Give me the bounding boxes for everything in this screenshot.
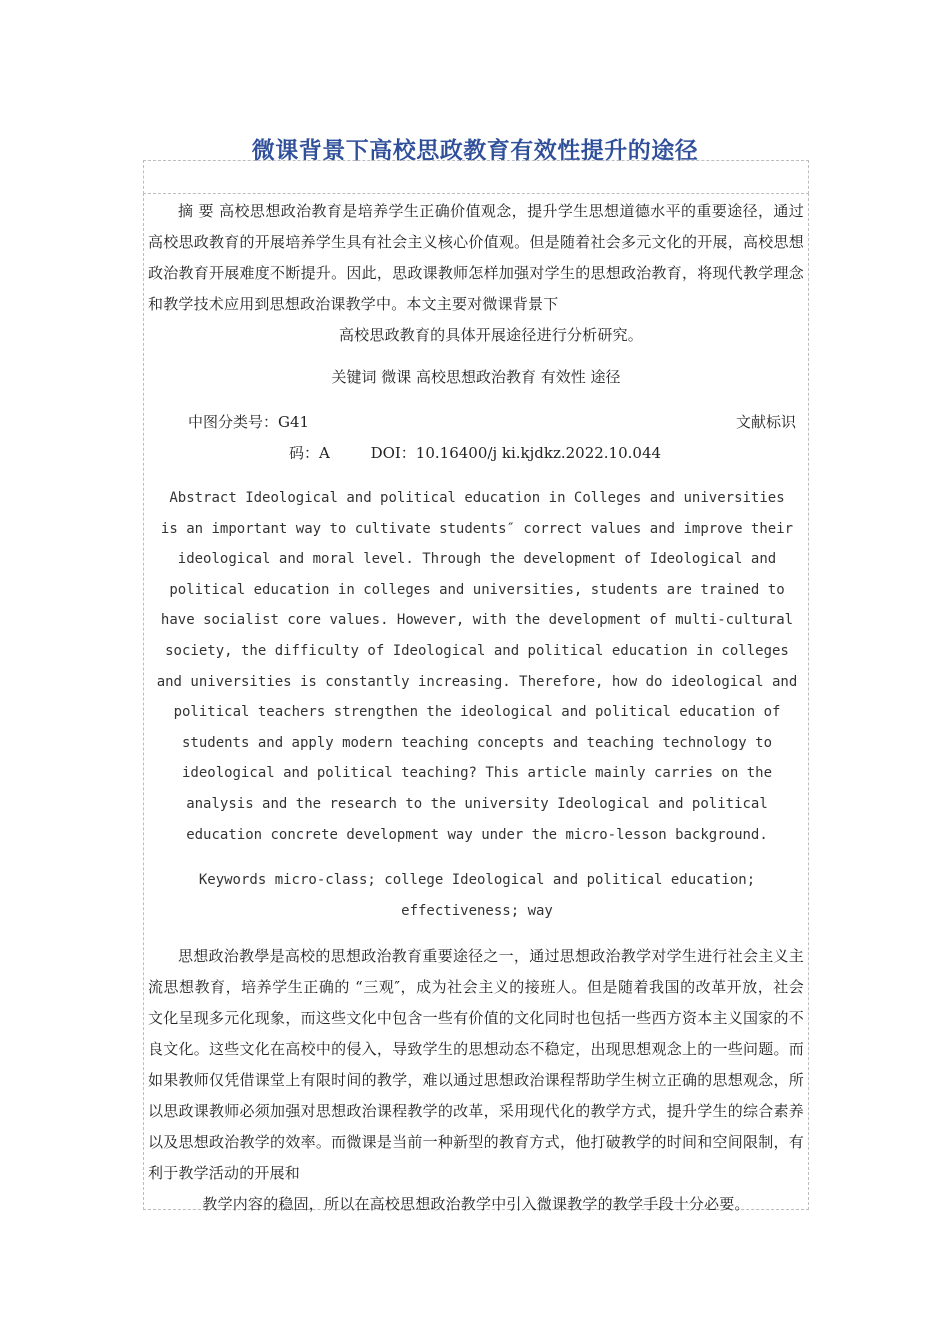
abstract-en-line: and universities is constantly increasing. Therefore, how do ideological and [156, 673, 798, 690]
abstract-en-line: Abstract Ideological and political education in Colleges and universities [169, 490, 785, 506]
abstract-cn-label: 摘 要 [178, 202, 214, 220]
abstract-en-line: political education in colleges and universities, students are trained to [169, 581, 785, 598]
header-frame [143, 160, 809, 194]
doc-id-value: 码：A [288, 444, 330, 462]
abstract-en-line: society, the difficulty of Ideological and political education in colleges [165, 642, 789, 659]
body-last-line: 教学内容的稳固，所以在高校思想政治教学中引入微课教学的教学手段十分必要。 [202, 1195, 750, 1213]
abstract-en-line: political teachers strengthen the ideological and political education of [173, 704, 781, 721]
abstract-en-line: students and apply modern teaching concepts and teaching technology to [181, 734, 772, 751]
keywords-en-line: effectiveness; way [401, 902, 553, 919]
abstract-en-line: ideological and moral level. Through the development of Ideological and [177, 551, 777, 568]
keywords-cn [148, 365, 804, 390]
doi: DOI：10.16400/j ki.kjdkz.2022.10.044 [370, 444, 662, 462]
abstract-en-line: education concrete development way under the micro-lesson background. [186, 826, 768, 843]
body-text: 思想政治教學是高校的思想政治教育重要途径之一，通过思想政治教学对学生进行社会主义主流思想教育，培养学生正确的 “三观″，成为社会主义的接班人。但是随着我国的改革开放，社会文化呈现多元化现象，而这些文化中包含一些有价值的文化同时也包括一些西方资本主义国家的不良文化。这些文化在高校中的侵入，导致学生的思想动态不稳定，出现思想观念上的一些问题。而如果教师仅凭借课堂上有限时间的教学，难以通过思想政治课程帮助学生树立正确的思想观念，所以思政课教师必须加强对思想政治课程教学的改革，采用现代化的教学方式，提升学生的综合素养以及思想政治教学的效率。而微课是当前一种新型的教育方式，他打破教学的时间和空间限制，有利于教学活动的开展和 [148, 947, 804, 1182]
abstract-en-line: is an important way to cultivate students″ correct values and improve their [160, 520, 794, 537]
abstract-en-line: ideological and political teaching? This article mainly carries on the [181, 765, 772, 782]
clc-number: 中图分类号：G41 [188, 413, 310, 431]
abstract-cn-last-line: 高校思政教育的具体开展途径进行分析研究。 [338, 326, 643, 344]
abstract-cn-text: 高校思想政治教育是培养学生正确价值观念，提升学生思想道德水平的重要途径，通过高校思政教育的开展培养学生具有社会主义核心价值观。但是随着社会多元文化的开展，高校思想政治教育开展难度不断提升。因此，思政课教师怎样加强对学生的思想政治教育，将现代教学理念和教学技术应用到思想政治课教学中。本文主要对微课背景下 [148, 202, 805, 313]
paper-title: 微课背景下高校思政教育有效性提升的途径 [251, 138, 699, 164]
keywords-cn-label: 关键词 [331, 368, 377, 386]
abstract-en-line: analysis and the research to the university Ideological and political [186, 795, 768, 812]
abstract-cn [148, 196, 804, 351]
abstract-en-line: have socialist core values. However, with the development of multi-cultural [160, 612, 794, 629]
keywords-cn-items: 微课 高校思想政治教育 有效性 途径 [381, 368, 621, 386]
doc-id-label: 文献标识 [735, 413, 796, 431]
keywords-en [150, 865, 804, 926]
body-paragraph [148, 941, 804, 1220]
abstract-en [150, 483, 804, 850]
doi-line [0, 442, 950, 463]
keywords-en-line: Keywords micro-class; college Ideological and political education; [198, 872, 756, 888]
